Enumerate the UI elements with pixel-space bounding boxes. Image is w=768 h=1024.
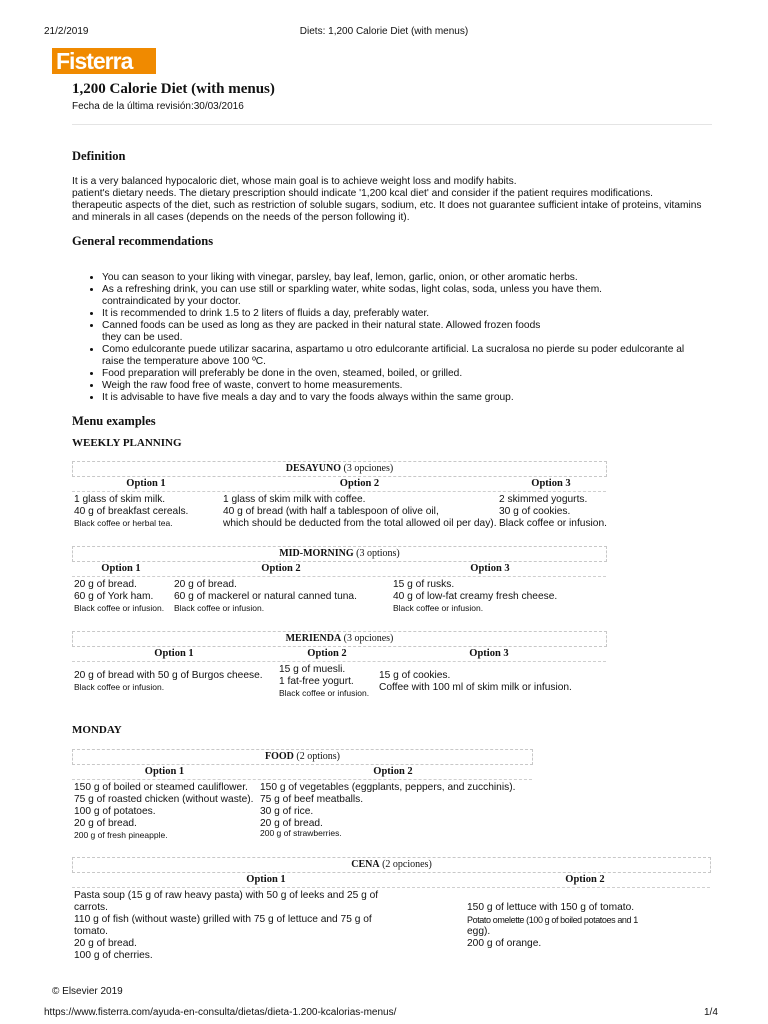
merienda-option-2: 15 g of muesli. 1 fat-free yogurt.	[279, 664, 354, 687]
page-number: 1/4	[704, 1007, 718, 1018]
print-page-title: Diets: 1,200 Calorie Diet (with menus)	[299, 26, 469, 37]
caption-label: FOOD	[265, 751, 294, 762]
merienda-caption	[72, 631, 607, 647]
option-header: Option 1	[101, 563, 141, 574]
page-url[interactable]: https://www.fisterra.com/ayuda-en-consulta/dietas/dieta-1.200-kcalorias-menus/	[44, 1007, 397, 1018]
option-header: Option 2	[339, 478, 380, 489]
caption-count: (3 options)	[353, 548, 400, 559]
option-header: Option 1	[126, 478, 166, 489]
definition-line: therapeutic aspects of the diet, such as restriction of soluble sugars, sodium, etc. It does not guarantee sufficient intake of proteins, vitamins	[72, 200, 702, 211]
caption-count: (3 opciones)	[341, 633, 394, 644]
merienda-option-2-note: Black coffee or infusion.	[279, 688, 370, 698]
cena-caption	[72, 857, 711, 873]
merienda-option-1: 20 g of bread with 50 g of Burgos cheese.	[74, 670, 263, 681]
list-item: • It is advisable to have five meals a day and to vary the foods always within the same group.	[102, 392, 742, 404]
midmorning-option-2-note: Black coffee or infusion.	[174, 603, 265, 613]
weekly-planning-heading: WEEKLY PLANNING	[72, 437, 182, 449]
print-date: 21/2/2019	[44, 26, 89, 37]
option-header: Option 3	[469, 648, 509, 659]
revision-date: Fecha de la última revisión:30/03/2016	[72, 101, 244, 112]
food-option-1: 150 g of boiled or steamed cauliflower. 75 g of roasted chicken (without waste). 100 g of potatoes. 20 g of bread.	[74, 782, 254, 829]
midmorning-option-1-note: Black coffee or infusion.	[74, 603, 165, 613]
caption-count: (2 options)	[293, 751, 340, 762]
cena-option-2-salad: 150 g of lettuce with 150 g of tomato.	[467, 902, 635, 913]
food-option-1-note: 200 g of fresh pineapple.	[74, 830, 168, 840]
definition-heading: Definition	[72, 149, 126, 163]
copyright: © Elsevier 2019	[52, 986, 123, 997]
row-divider	[72, 661, 606, 662]
desayuno-option-2: 1 glass of skim milk with coffee. 40 g of bread (with half a tablespoon of olive oil, which should be deducted from the total allowed oil per day).	[223, 494, 497, 529]
option-header: Option 2	[373, 766, 413, 777]
food-caption	[72, 749, 533, 765]
merienda-option-1-note: Black coffee or infusion.	[74, 682, 165, 692]
row-divider	[72, 491, 606, 492]
recommendations-list	[72, 272, 742, 404]
option-header: Option 1	[154, 648, 194, 659]
list-item: • It is recommended to drink 1.5 to 2 liters of fluids a day, preferably water.	[102, 308, 742, 320]
midmorning-caption	[72, 546, 607, 562]
caption-label: MERIENDA	[285, 633, 342, 644]
definition-line: patient's dietary needs. The dietary prescription should indicate '1,200 kcal diet' and consider if the patient requires modifications.	[72, 188, 654, 199]
merienda-option-3: 15 g of cookies. Coffee with 100 ml of skim milk or infusion.	[379, 670, 572, 693]
option-header: Option 2	[565, 874, 605, 885]
recommendations-heading: General recommendations	[72, 234, 214, 248]
cena-option-2-rest: egg). 200 g of orange.	[467, 926, 542, 949]
list-item: • As a refreshing drink, you can use still or sparkling water, white sodas, light colas, soda, unless you have them. contraindicated by your doctor.	[102, 284, 742, 308]
desayuno-option-3: 2 skimmed yogurts. 30 g of cookies. Black coffee or infusion.	[499, 494, 607, 529]
midmorning-option-3-note: Black coffee or infusion.	[393, 603, 484, 613]
caption-label: CENA	[351, 859, 380, 870]
option-header: Option 2	[261, 563, 301, 574]
cena-option-2-omelette: Potato omelette (100 g of boiled potatoes and 1	[467, 915, 638, 925]
caption-count: (3 opciones)	[340, 463, 394, 474]
list-item: • Como edulcorante puede utilizar sacarina, aspartamo u otro edulcorante artificial. La sucralosa no pierde su poder edulcorante al raise the temperature above 100 ºC.	[102, 344, 742, 368]
menu-heading: Menu examples	[72, 414, 156, 428]
midmorning-option-3: 15 g of rusks. 40 g of low-fat creamy fresh cheese.	[393, 579, 558, 602]
row-divider	[72, 779, 532, 780]
option-header: Option 1	[246, 874, 286, 885]
definition-line: and minerals in all cases (depends on the needs of the person following it).	[72, 212, 410, 223]
row-divider	[72, 887, 710, 888]
fisterra-logo[interactable]: Fisterra	[52, 48, 156, 74]
list-item: • Canned foods can be used as long as they are packed in their natural state. Allowed frozen foods they can be used.	[102, 320, 742, 344]
list-item: • Weigh the raw food free of waste, convert to home measurements.	[102, 380, 742, 392]
food-option-2-note: 200 g of strawberries.	[260, 828, 342, 838]
midmorning-option-1: 20 g of bread. 60 g of York ham.	[74, 579, 154, 602]
caption-count: (2 opciones)	[379, 859, 432, 870]
food-option-2: 150 g of vegetables (eggplants, peppers, and zucchinis). 75 g of beef meatballs. 30 g of rice. 20 g of bread.	[260, 782, 516, 829]
definition-line: It is a very balanced hypocaloric diet, whose main goal is to achieve weight loss and modify habits.	[72, 176, 517, 187]
caption-label: MID-MORNING	[279, 548, 354, 559]
midmorning-option-2: 20 g of bread. 60 g of mackerel or natural canned tuna.	[174, 579, 357, 602]
monday-heading: MONDAY	[72, 724, 122, 736]
definition-text	[72, 176, 717, 224]
list-item: • You can season to your liking with vinegar, parsley, bay leaf, lemon, garlic, onion, or other aromatic herbs.	[102, 272, 742, 284]
list-item: • Food preparation will preferably be done in the oven, steamed, boiled, or grilled.	[102, 368, 742, 380]
row-divider	[72, 576, 606, 577]
desayuno-option-1-note: Black coffee or herbal tea.	[74, 518, 173, 528]
article-title: 1,200 Calorie Diet (with menus)	[72, 81, 275, 97]
option-header: Option 3	[470, 563, 510, 574]
caption-label: DESAYUNO	[285, 463, 341, 474]
desayuno-caption	[72, 461, 607, 477]
cena-option-1: Pasta soup (15 g of raw heavy pasta) with 50 g of leeks and 25 g of carrots. 110 g of fish (without waste) grilled with 75 g of lettuce and 75 g of tomato. 20 g of bread. 100 g of cherries.	[74, 890, 379, 961]
option-header: Option 2	[307, 648, 347, 659]
option-header: Option 3	[531, 478, 571, 489]
divider	[72, 124, 712, 125]
desayuno-option-1: 1 glass of skim milk. 40 g of breakfast cereals.	[74, 494, 189, 517]
option-header: Option 1	[144, 766, 185, 777]
